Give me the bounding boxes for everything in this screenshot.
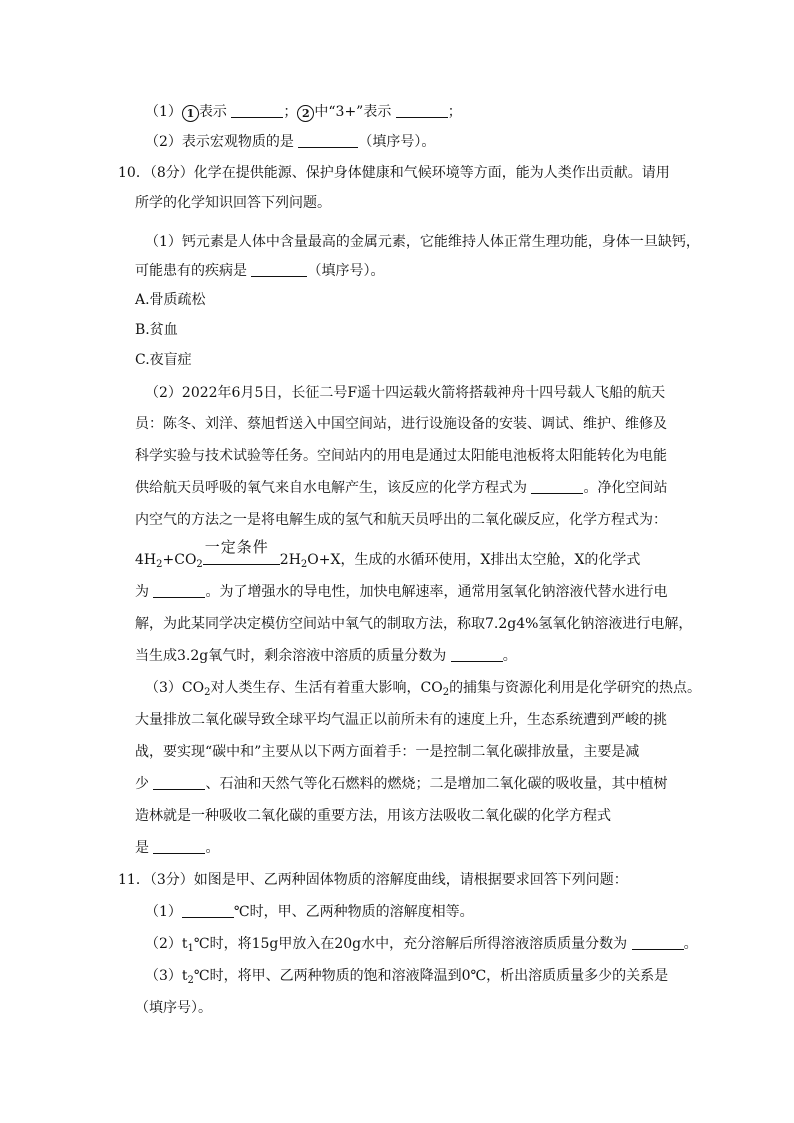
q10-option-c: C.夜盲症 bbox=[135, 352, 192, 368]
q11-sub3-line2: （填序号）。 bbox=[135, 1000, 212, 1016]
q10-sub3-line1: $(3)CO_2$对人类生存、生活有着重大影响，$CO_2$的捕集与资源化利用是化学研究的热点。 bbox=[145, 680, 702, 698]
q10-intro-line2: 所学的化学知识回答下列问题。 bbox=[135, 195, 331, 211]
q10-sub2-line4: 供给航天员呼吸的氧气来自水电解产生，该反应的化学方程式为 。净化空间站 bbox=[135, 480, 668, 496]
q10-sub3-line5: 造林就是一种吸收二氧化碳的重要方法，用该方法吸收二氧化碳的化学方程式 bbox=[135, 808, 611, 824]
q10-option-b: B.贫血 bbox=[135, 322, 178, 338]
answer-blank[interactable] bbox=[396, 103, 448, 118]
answer-blank[interactable] bbox=[451, 647, 503, 662]
q10-sub3-line6: 是 。 bbox=[135, 840, 220, 856]
answer-blank[interactable] bbox=[632, 935, 684, 950]
q10-sub3-line3: 战，要实现“碳中和”主要从以下两方面着手：一是控制二氧化碳排放量，主要是减 bbox=[135, 744, 640, 760]
q10-sub2-line9: 当生成3.2g氧气时，剩余溶液中溶质的质量分数为 。 bbox=[135, 648, 517, 664]
answer-blank[interactable] bbox=[298, 133, 358, 148]
reaction-condition-label: 一定条件 bbox=[204, 538, 269, 556]
circled-number-2: 2 bbox=[297, 105, 314, 122]
q10-sub2-line3: 科学实验与技术试验等任务。空间站内的用电是通过太阳能电池板将太阳能转化为电能 bbox=[135, 448, 667, 464]
circled-number-1: 1 bbox=[182, 105, 199, 122]
q11-intro-line: 11．（3分）如图是甲、乙两种固体物质的溶解度曲线，请根据要求回答下列问题： bbox=[118, 872, 628, 888]
reaction-condition-arrow bbox=[203, 538, 280, 570]
q10-sub1-line1: （1）钙元素是人体中含量最高的金属元素，它能维持人体正常生理功能，身体一旦缺钙， bbox=[145, 234, 700, 250]
q11-sub1-line: （1） ℃时，甲、乙两种物质的溶解度相等。 bbox=[145, 904, 474, 920]
q10-sub2-line8: 解，为此某同学决定模仿空间站中氧气的制取方法，称取7.2g4%氢氧化钠溶液进行电解， bbox=[135, 616, 693, 632]
q9-part1-line: （1） 1 表示 ； 2 中“3+”表示 ； bbox=[145, 104, 462, 120]
answer-blank[interactable] bbox=[153, 775, 205, 790]
q10-sub2-line1: （2）2022年6月5日，长征二号F遥十四运载火箭将搭载神舟十四号载人飞船的航天 bbox=[145, 385, 666, 401]
q10-sub2-line5: 内空气的方法之一是将电解生成的氢气和航天员呼出的二氧化碳反应，化学方程式为： bbox=[135, 512, 667, 528]
answer-blank[interactable] bbox=[531, 479, 583, 494]
answer-blank[interactable] bbox=[182, 903, 234, 918]
q9-part1-label: （1） bbox=[145, 104, 182, 120]
q10-sub2-line2: 员：陈冬、刘洋、蔡旭哲送入中国空间站，进行设施设备的安装、调试、维护、维修及 bbox=[135, 416, 667, 432]
q11-sub3-line1: $(3)t_2℃$时，将甲、乙两种物质的饱和溶液降温到0℃，析出溶质质量多少的关系是 bbox=[145, 968, 669, 986]
answer-blank[interactable] bbox=[251, 262, 307, 277]
answer-blank[interactable] bbox=[231, 103, 283, 118]
q10-intro-line1: 10．（8分）化学在提供能源、保护身体健康和气候环境等方面，能为人类作出贡献。请用 bbox=[118, 165, 670, 181]
q10-sub3-line2: 大量排放二氧化碳导致全球平均气温正以前所未有的速度上升，生态系统遭到严峻的挑 bbox=[135, 712, 667, 728]
answer-blank[interactable] bbox=[153, 839, 205, 854]
q10-sub2-line7: 为 。为了增强水的导电性，加快电解速率，通常用氢氧化钠溶液代替水进行电 bbox=[135, 584, 668, 600]
q9-part2-line: （2）表示宏观物质的是 （填序号）。 bbox=[145, 134, 436, 150]
chemical-equation: $4H_2+CO_2$ 一定条件 $2H_2O+X$，生成的水循环使用，X排出太空舱，X的化学式 bbox=[135, 538, 641, 570]
q11-sub2-line: $(2)t_1℃$时，将15g甲放入在20g水中，充分溶解后所得溶液溶质质量分数为 。 bbox=[145, 936, 698, 954]
reaction-line bbox=[203, 564, 280, 565]
q10-sub1-line2: 可能患有的疾病是 （填序号）。 bbox=[135, 263, 385, 279]
answer-blank[interactable] bbox=[153, 583, 205, 598]
q10-option-a: A.骨质疏松 bbox=[135, 292, 206, 308]
q10-sub3-line4: 少 、石油和天然气等化石燃料的燃烧；二是增加二氧化碳的吸收量，其中植树 bbox=[135, 776, 668, 792]
